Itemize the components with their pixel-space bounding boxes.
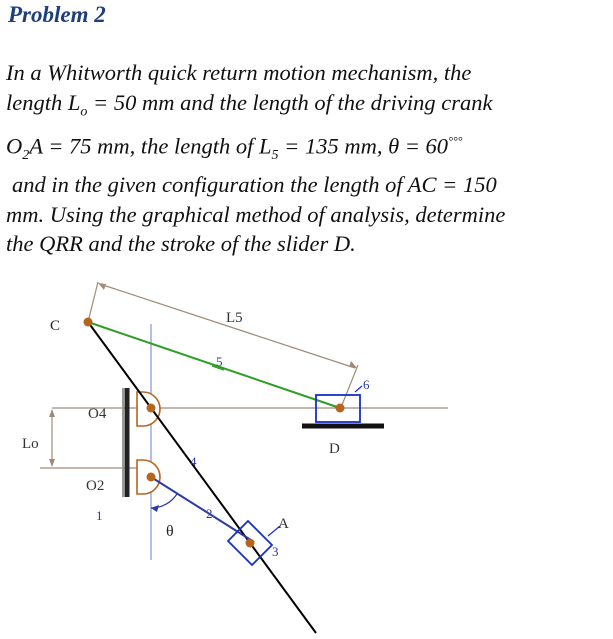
- l5-extension-line-c: [88, 282, 98, 322]
- problem-line-1: In a Whitworth quick return motion mechanism, the: [6, 60, 472, 85]
- label-o2: O2: [86, 478, 105, 494]
- label-link-1: 1: [96, 508, 103, 523]
- problem-line-2-sub: o: [80, 104, 88, 119]
- link-6-leader: [355, 386, 362, 392]
- joint-d: [336, 404, 345, 413]
- l5-extension-line-d: [342, 365, 358, 405]
- label-theta: θ: [166, 523, 174, 540]
- problem-line-3-sup: °°°: [448, 133, 463, 148]
- label-d: D: [329, 441, 340, 457]
- theta-angle-arc: [151, 494, 177, 508]
- l5-arrow-left: [98, 283, 106, 290]
- lo-arrow-top: [49, 409, 55, 417]
- problem-line-3-sub2: 5: [271, 147, 279, 163]
- label-link-5: 5: [216, 354, 223, 369]
- label-o4: O4: [88, 406, 107, 422]
- theta-arrow: [151, 505, 159, 512]
- lo-arrow-bottom: [49, 459, 55, 467]
- l5-dimension-line: [100, 284, 355, 368]
- joint-a: [246, 539, 255, 548]
- problem-line-3-a: O: [6, 133, 23, 158]
- label-link-2: 2: [206, 506, 213, 521]
- problem-title: Problem 2: [8, 2, 106, 27]
- label-link-4: 4: [190, 454, 197, 469]
- problem-line-2-b: = 50 mm and the length of the driving crank: [87, 89, 493, 115]
- label-l5: L5: [226, 310, 243, 326]
- label-c: C: [50, 318, 61, 334]
- problem-line-3-c: = 135 mm, θ = 60: [278, 133, 449, 158]
- joint-c: [84, 318, 93, 327]
- problem-line-5: mm. Using the graphical method of analysis, determine: [6, 201, 506, 227]
- problem-line-4: and in the given configuration the length of AC = 150: [12, 172, 497, 197]
- label-lo: Lo: [22, 436, 39, 452]
- joint-o4: [147, 404, 156, 413]
- problem-line-3-sub1: 2: [22, 147, 30, 163]
- label-link-6: 6: [363, 377, 370, 392]
- problem-line-6: the QRR and the stroke of the slider D.: [6, 231, 356, 256]
- l5-arrow-right: [349, 361, 357, 368]
- joint-o2: [147, 473, 156, 482]
- problem-line-3-b: A = 75 mm, the length of L: [29, 133, 272, 158]
- label-a: A: [278, 516, 289, 532]
- problem-line-2-a: length L: [6, 89, 81, 115]
- label-link-3: 3: [272, 544, 279, 559]
